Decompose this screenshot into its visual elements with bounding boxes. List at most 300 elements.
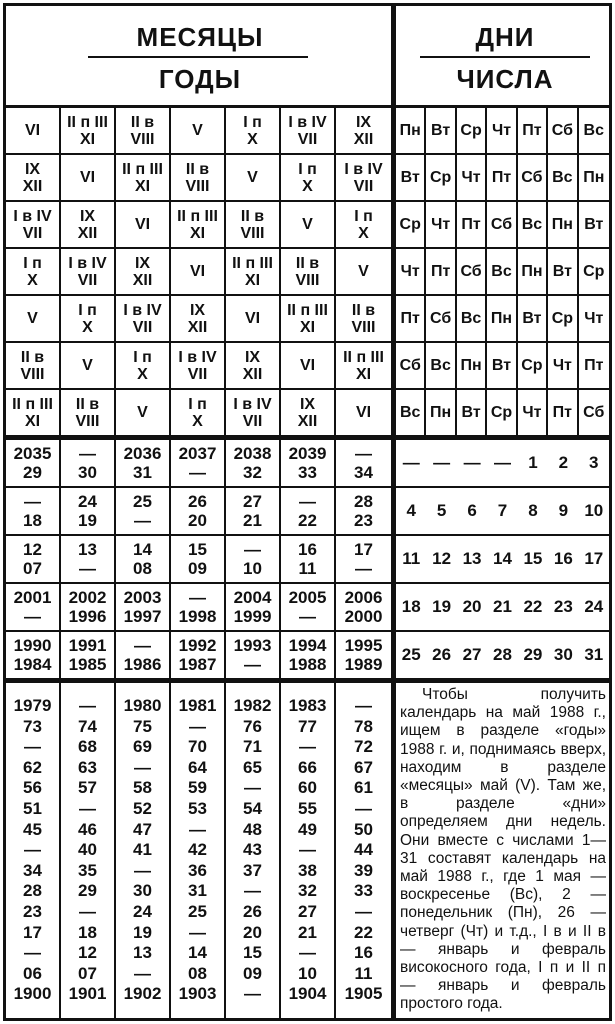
years-lower-grid [6, 683, 391, 1018]
months-years-separator [88, 56, 308, 58]
month-cell: VI [6, 108, 61, 155]
year-value: 63 [78, 757, 97, 777]
year-value: 2039 [288, 444, 327, 463]
explanation-note [400, 686, 606, 1014]
date-cell: 26 [426, 632, 456, 680]
year-value: 42 [188, 840, 207, 860]
year-value: 10 [243, 559, 262, 578]
year-value: 24 [78, 492, 97, 511]
year-value: 2037 [178, 444, 217, 463]
year-value: 52 [133, 798, 152, 818]
month-cell: I в IV VII [281, 108, 336, 155]
year-value: 08 [188, 963, 207, 983]
year-cell [6, 488, 61, 536]
year-column [281, 683, 336, 1018]
date-cell: 4 [396, 488, 426, 536]
date-cell: 29 [518, 632, 548, 680]
year-value: 07 [23, 559, 42, 578]
year-value: 59 [188, 778, 207, 798]
year-value: 38 [298, 860, 317, 880]
year-value: 48 [243, 819, 262, 839]
year-value: 44 [354, 840, 373, 860]
year-column [336, 683, 391, 1018]
year-cell [336, 632, 391, 680]
year-value: 47 [133, 819, 152, 839]
day-cell: Ср [396, 202, 426, 249]
year-value: — [189, 463, 206, 482]
year-value: 13 [78, 540, 97, 559]
year-value: 1988 [288, 655, 327, 674]
month-cell: IX XII [61, 202, 116, 249]
year-value: 2002 [68, 588, 107, 607]
year-value: 1979 [13, 696, 52, 715]
month-cell: II в VIII [61, 390, 116, 437]
year-value: — [299, 840, 316, 860]
year-value: 2001 [13, 588, 52, 607]
day-cell: Вс [548, 155, 578, 202]
month-cell: I п X [336, 202, 391, 249]
year-value: 56 [23, 778, 42, 798]
month-cell: I п X [61, 296, 116, 343]
date-cell: 10 [579, 488, 609, 536]
year-value: 1992 [178, 636, 217, 655]
year-cell [61, 632, 116, 680]
day-cell: Чт [487, 108, 517, 155]
year-value: 1981 [178, 696, 217, 715]
day-cell: Ср [487, 390, 517, 437]
year-cell [171, 536, 226, 584]
date-cell: 7 [487, 488, 517, 536]
month-cell: V [226, 155, 281, 202]
year-value: — [24, 737, 41, 757]
day-cell: Вт [579, 202, 609, 249]
year-column [226, 683, 281, 1018]
year-value: 14 [133, 540, 152, 559]
month-cell: V [116, 390, 171, 437]
year-value: 73 [23, 716, 42, 736]
year-value: — [244, 540, 261, 559]
month-cell: IX XII [336, 108, 391, 155]
year-value: 28 [23, 881, 42, 901]
year-value: — [244, 984, 261, 1004]
year-value: 21 [298, 922, 317, 942]
date-cell: 30 [548, 632, 578, 680]
year-value: — [79, 901, 96, 921]
year-value: — [79, 444, 96, 463]
day-cell: Сб [396, 343, 426, 390]
year-value: 09 [188, 559, 207, 578]
year-cell [226, 584, 281, 632]
year-value: 33 [354, 881, 373, 901]
days-title: ДНИ [475, 22, 535, 52]
year-value: 1994 [288, 636, 327, 655]
days-grid [396, 108, 609, 437]
year-value: 1903 [178, 984, 217, 1004]
day-cell: Пт [396, 296, 426, 343]
month-cell: V [61, 343, 116, 390]
year-value: — [355, 798, 372, 818]
year-value: — [244, 881, 261, 901]
year-value: 23 [354, 511, 373, 530]
month-cell: VI [61, 155, 116, 202]
year-value: — [79, 696, 96, 715]
year-value: 33 [298, 463, 317, 482]
month-cell: VI [336, 390, 391, 437]
year-cell [171, 632, 226, 680]
year-value: 29 [78, 881, 97, 901]
year-cell [61, 488, 116, 536]
day-cell: Сб [457, 249, 487, 296]
date-cell: 2 [548, 440, 578, 488]
month-cell: I в IV VII [336, 155, 391, 202]
year-value: 17 [354, 540, 373, 559]
day-cell: Чт [518, 390, 548, 437]
year-value: — [299, 737, 316, 757]
day-cell: Вт [487, 343, 517, 390]
year-value: 14 [188, 943, 207, 963]
day-cell: Вт [518, 296, 548, 343]
year-cell [281, 632, 336, 680]
day-cell: Вс [396, 390, 426, 437]
day-cell: Вт [426, 108, 456, 155]
date-cell: 18 [396, 584, 426, 632]
year-value: 66 [298, 757, 317, 777]
year-cell [61, 440, 116, 488]
year-value: 2006 [344, 588, 383, 607]
day-cell: Чт [548, 343, 578, 390]
year-value: 16 [298, 540, 317, 559]
year-value: — [134, 757, 151, 777]
year-value: 13 [133, 943, 152, 963]
year-value: 71 [243, 737, 262, 757]
month-cell: I в IV VII [116, 296, 171, 343]
year-cell [171, 440, 226, 488]
year-value: — [299, 492, 316, 511]
year-value: 2005 [288, 588, 327, 607]
year-value: 25 [133, 492, 152, 511]
year-value: — [134, 860, 151, 880]
day-cell: Пн [457, 343, 487, 390]
year-value: — [24, 840, 41, 860]
year-value: 1982 [233, 696, 272, 715]
month-cell: VI [281, 343, 336, 390]
year-value: 26 [188, 492, 207, 511]
date-cell: 5 [426, 488, 456, 536]
year-value: — [189, 588, 206, 607]
month-cell: IX XII [171, 296, 226, 343]
year-value: 36 [188, 860, 207, 880]
year-value: — [189, 922, 206, 942]
year-cell [336, 584, 391, 632]
month-cell: II в VIII [226, 202, 281, 249]
year-value: 18 [23, 511, 42, 530]
year-value: 35 [78, 860, 97, 880]
month-cell: II п III XI [336, 343, 391, 390]
day-cell: Вс [457, 296, 487, 343]
month-cell: II п III XI [171, 202, 226, 249]
year-value: 41 [133, 840, 152, 860]
day-cell: Ср [518, 343, 548, 390]
year-value: 20 [243, 922, 262, 942]
year-value: 58 [133, 778, 152, 798]
year-value: 29 [23, 463, 42, 482]
date-cell: 31 [579, 632, 609, 680]
year-value: 51 [23, 798, 42, 818]
day-cell: Пт [548, 390, 578, 437]
year-value: 15 [188, 540, 207, 559]
day-cell: Ср [579, 249, 609, 296]
date-cell: 14 [487, 536, 517, 584]
year-value: 25 [188, 901, 207, 921]
year-cell [6, 632, 61, 680]
month-cell: II п III XI [226, 249, 281, 296]
year-value: 1991 [68, 636, 107, 655]
day-cell: Пт [487, 155, 517, 202]
year-value: 2036 [123, 444, 162, 463]
year-value: 1996 [68, 607, 107, 626]
day-cell: Пн [579, 155, 609, 202]
day-cell: Сб [518, 155, 548, 202]
year-value: 1980 [123, 696, 162, 715]
day-cell: Чт [457, 155, 487, 202]
date-cell: 22 [518, 584, 548, 632]
year-value: 61 [354, 778, 373, 798]
year-value: 1986 [123, 655, 162, 674]
year-value: 1904 [288, 984, 327, 1004]
date-cell: 27 [457, 632, 487, 680]
month-cell: II п III XI [281, 296, 336, 343]
day-cell: Пн [426, 390, 456, 437]
days-dates-separator [420, 56, 590, 58]
year-cell [61, 584, 116, 632]
month-cell: I п X [226, 108, 281, 155]
month-cell: V [6, 296, 61, 343]
year-value: 23 [23, 901, 42, 921]
date-cell: — [457, 440, 487, 488]
year-value: 2003 [123, 588, 162, 607]
year-value: 55 [298, 798, 317, 818]
year-value: 26 [243, 901, 262, 921]
day-cell: Вс [518, 202, 548, 249]
year-value: 11 [298, 559, 317, 578]
year-value: 10 [298, 963, 317, 983]
day-cell: Вс [487, 249, 517, 296]
explanation-text: Чтобы получить календарь на май 1988 г., ищем в разделе «годы» 1988 г. и, поднимаясь вверх, находим в разделе «месяцы» май (V). Там же, в разделе «дни» определяем дни недель. Они вместе с числами 1—31 составят календарь на май 1988 г., где 1 мая — воскресенье (Вс), 2 — понедельник (Пн), 26 — четверг (Чт) и т.д., I в и II в — январь и февраль високосного года, I п и II п — январь и февраль простого года. [400, 686, 606, 1013]
month-cell: IX XII [281, 390, 336, 437]
year-cell [171, 584, 226, 632]
year-value: 1983 [288, 696, 327, 715]
dates-title: ЧИСЛА [456, 64, 554, 94]
date-cell: 1 [518, 440, 548, 488]
date-cell: 24 [579, 584, 609, 632]
year-value: — [355, 901, 372, 921]
year-value: 2038 [233, 444, 272, 463]
year-value: 67 [354, 757, 373, 777]
year-value: — [189, 716, 206, 736]
year-cell [226, 488, 281, 536]
year-value: 1900 [13, 984, 52, 1004]
date-cell: 21 [487, 584, 517, 632]
day-cell: Сб [487, 202, 517, 249]
year-value: 69 [133, 737, 152, 757]
date-cell: 8 [518, 488, 548, 536]
year-cell [116, 584, 171, 632]
day-cell: Сб [579, 390, 609, 437]
month-cell: I п X [281, 155, 336, 202]
year-value: — [244, 778, 261, 798]
year-value: 12 [78, 943, 97, 963]
year-cell [116, 536, 171, 584]
day-cell: Вт [457, 390, 487, 437]
year-value: 57 [78, 778, 97, 798]
month-cell: II в VIII [116, 108, 171, 155]
year-value: 27 [298, 901, 317, 921]
year-value: 78 [354, 716, 373, 736]
date-cell: 11 [396, 536, 426, 584]
year-value: 31 [133, 463, 152, 482]
month-cell: II в VIII [6, 343, 61, 390]
year-cell [336, 536, 391, 584]
year-value: 46 [78, 819, 97, 839]
year-cell [226, 632, 281, 680]
day-cell: Пт [457, 202, 487, 249]
date-cell: — [426, 440, 456, 488]
year-value: 2004 [233, 588, 272, 607]
day-cell: Пт [518, 108, 548, 155]
year-value: 32 [243, 463, 262, 482]
year-value: 07 [78, 963, 97, 983]
year-cell [281, 440, 336, 488]
date-cell: 20 [457, 584, 487, 632]
date-cell: — [396, 440, 426, 488]
year-value: 16 [354, 943, 373, 963]
year-value: 1999 [233, 607, 272, 626]
day-cell: Ср [548, 296, 578, 343]
year-value: — [24, 607, 41, 626]
year-value: — [355, 696, 372, 715]
year-value: 49 [298, 819, 317, 839]
year-cell [336, 440, 391, 488]
year-value: 76 [243, 716, 262, 736]
year-value: 72 [354, 737, 373, 757]
month-cell: I в IV VII [61, 249, 116, 296]
year-cell [171, 488, 226, 536]
date-cell: 3 [579, 440, 609, 488]
month-cell: I п X [171, 390, 226, 437]
year-value: 74 [78, 716, 97, 736]
day-cell: Чт [396, 249, 426, 296]
year-value: — [299, 943, 316, 963]
date-cell: 13 [457, 536, 487, 584]
year-column [6, 683, 61, 1018]
year-value: 12 [23, 540, 42, 559]
year-cell [226, 440, 281, 488]
year-value: 1995 [344, 636, 383, 655]
year-cell [281, 584, 336, 632]
day-cell: Сб [426, 296, 456, 343]
year-value: 75 [133, 716, 152, 736]
month-cell: I в IV VII [6, 202, 61, 249]
day-cell: Пт [426, 249, 456, 296]
month-cell: IX XII [226, 343, 281, 390]
year-value: — [24, 943, 41, 963]
year-value: 1998 [178, 607, 217, 626]
date-cell: — [487, 440, 517, 488]
year-value: 1987 [178, 655, 217, 674]
month-cell: I п X [6, 249, 61, 296]
year-value: — [134, 511, 151, 530]
month-cell: VI [171, 249, 226, 296]
year-cell [6, 584, 61, 632]
year-value: — [134, 963, 151, 983]
year-value: 1901 [68, 984, 107, 1004]
month-cell: IX XII [6, 155, 61, 202]
day-cell: Чт [426, 202, 456, 249]
year-cell [6, 536, 61, 584]
day-cell: Сб [548, 108, 578, 155]
dates-grid [396, 440, 609, 680]
year-value: 08 [133, 559, 152, 578]
year-value: 34 [23, 860, 42, 880]
year-value: 77 [298, 716, 317, 736]
year-value: 18 [78, 922, 97, 942]
month-cell: V [336, 249, 391, 296]
day-cell: Пн [396, 108, 426, 155]
year-cell [281, 488, 336, 536]
month-cell: II в VIII [281, 249, 336, 296]
date-cell: 17 [579, 536, 609, 584]
day-cell: Пн [487, 296, 517, 343]
year-value: 20 [188, 511, 207, 530]
day-cell: Ср [426, 155, 456, 202]
year-column [116, 683, 171, 1018]
year-column [171, 683, 226, 1018]
date-cell: 25 [396, 632, 426, 680]
years-upper-grid [6, 440, 391, 680]
years-title: ГОДЫ [158, 64, 242, 94]
year-value: 70 [188, 737, 207, 757]
year-value: — [189, 819, 206, 839]
day-cell: Вс [579, 108, 609, 155]
day-cell: Вт [396, 155, 426, 202]
year-value: 24 [133, 901, 152, 921]
year-value: 53 [188, 798, 207, 818]
month-cell: IX XII [116, 249, 171, 296]
year-value: 62 [23, 757, 42, 777]
year-value: 50 [354, 819, 373, 839]
month-cell: V [281, 202, 336, 249]
year-value: 1905 [344, 984, 383, 1004]
year-value: — [244, 655, 261, 674]
year-cell [336, 488, 391, 536]
month-cell: II п III XI [6, 390, 61, 437]
year-value: 1993 [233, 636, 272, 655]
year-value: 65 [243, 757, 262, 777]
year-value: 32 [298, 881, 317, 901]
year-value: 21 [243, 511, 262, 530]
date-cell: 9 [548, 488, 578, 536]
year-cell [116, 488, 171, 536]
day-cell: Пн [548, 202, 578, 249]
year-cell [6, 440, 61, 488]
year-value: 54 [243, 798, 262, 818]
month-cell: II п III XI [61, 108, 116, 155]
month-cell: II в VIII [336, 296, 391, 343]
year-value: 1989 [344, 655, 383, 674]
year-value: 31 [188, 881, 207, 901]
day-cell: Чт [579, 296, 609, 343]
year-value: 1985 [68, 655, 107, 674]
